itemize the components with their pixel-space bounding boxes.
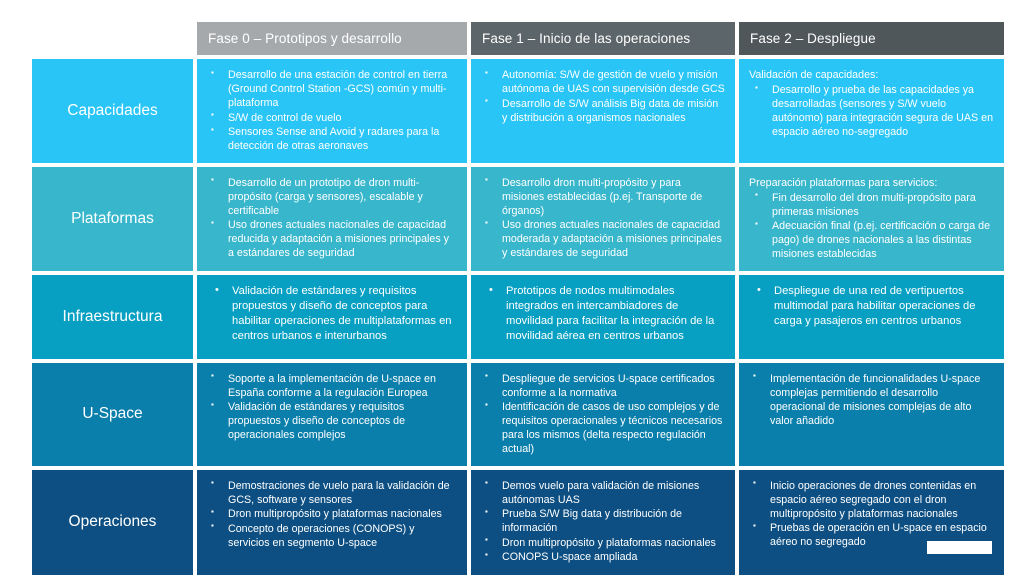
header-corner-spacer xyxy=(32,22,193,55)
bullet-item: • Validación de estándares y requisitos propuestos y diseño de conceptos para habilitar operaciones de multiplataformas en centros urbanos e interurbanos xyxy=(205,284,457,344)
bullet-item: ▪ Prueba S/W Big data y distribución de información xyxy=(479,507,725,535)
bullet-item: ▪ Despliegue de servicios U-space certificados conforme a la normativa xyxy=(479,372,725,400)
cell-plataformas-phase0 xyxy=(197,167,467,271)
row-label-text: Plataformas xyxy=(71,209,154,227)
bullet-list xyxy=(205,284,457,344)
row-label-operaciones xyxy=(32,470,193,575)
column-header-phase1 xyxy=(471,22,735,55)
bullet-item: ▪ Demos vuelo para validación de misiones autónomas UAS xyxy=(479,479,725,507)
column-header-phase0 xyxy=(197,22,467,55)
column-header-phase0-label: Fase 0 – Prototipos y desarrollo xyxy=(208,31,402,46)
column-header-phase1-label: Fase 1 – Inicio de las operaciones xyxy=(482,31,691,46)
bullet-list xyxy=(205,479,457,550)
cell-plataformas-phase1 xyxy=(471,167,735,271)
row-label-plataformas xyxy=(32,167,193,271)
column-header-phase2-label: Fase 2 – Despliegue xyxy=(750,31,876,46)
bullet-item: • Despliegue de una red de vertipuertos multimodal para habilitar operaciones de carga y pasajeros en centros urbanos xyxy=(747,284,994,329)
phase-roadmap-matrix xyxy=(32,22,992,575)
bullet-item: ▪ Dron multipropósito y plataformas nacionales xyxy=(205,507,457,521)
bullet-list xyxy=(747,284,994,329)
bullet-item: ▪ Pruebas de operación en U-space en espacio aéreo no segregado xyxy=(747,521,994,549)
row-label-text: Capacidades xyxy=(67,101,158,119)
bullet-item: ▪ Autonomía: S/W de gestión de vuelo y misión autónoma de UAS con supervisión desde GCS xyxy=(479,68,725,96)
bullet-list xyxy=(479,284,725,344)
cell-plataformas-phase2 xyxy=(739,167,1004,271)
bullet-list xyxy=(479,176,725,261)
cell-operaciones-phase2 xyxy=(739,470,1004,575)
bullet-item: ▪ Desarrollo de una estación de control en tierra (Ground Control Station -GCS) común y multi-plataforma xyxy=(205,68,457,110)
bullet-item: ▪ CONOPS U-space ampliada xyxy=(479,550,725,564)
bullet-list xyxy=(205,68,457,153)
bullet-item: ▪ Desarrollo dron multi-propósito y para misiones establecidas (p.ej. Transporte de órganos) xyxy=(479,176,725,218)
column-header-phase2 xyxy=(739,22,1004,55)
bullet-item: ▪ Implementación de funcionalidades U-space complejas permitiendo el desarrollo operacional de misiones complejas de alto valor añadido xyxy=(747,372,994,428)
row-label-u-space xyxy=(32,363,193,466)
bullet-item: ▪ Fin desarrollo del dron multi-propósito para primeras misiones xyxy=(747,191,994,219)
cell-infraestructura-phase1 xyxy=(471,275,735,359)
bottom-right-mask xyxy=(927,541,992,554)
bullet-item: ▪ Desarrollo y prueba de las capacidades ya desarrolladas (sensores y S/W vuelo autónomo) para integración segura de UAS en espacio aéreo no-segregado xyxy=(747,83,994,139)
cell-u-space-phase2 xyxy=(739,363,1004,466)
row-label-capacidades xyxy=(32,59,193,163)
bullet-item: ▪ Concepto de operaciones (CONOPS) y servicios en segmento U-space xyxy=(205,522,457,550)
bullet-item: ▪ Validación de estándares y requisitos propuestos y diseño de conceptos de operacionales complejos xyxy=(205,400,457,442)
row-label-text: Infraestructura xyxy=(62,307,163,325)
bullet-item: ▪ Uso drones actuales nacionales de capacidad moderada y adaptación a misiones principales y estándares de seguridad xyxy=(479,218,725,260)
bullet-item: ▪ Identificación de casos de uso complejos y de requisitos operacionales y técnicos necesarios para los mismos (delta respecto regulación actual) xyxy=(479,400,725,456)
bullet-list xyxy=(479,372,725,457)
bullet-item: ▪ Demostraciones de vuelo para la validación de GCS, software y sensores xyxy=(205,479,457,507)
bullet-list xyxy=(747,191,994,262)
row-label-text: U-Space xyxy=(82,405,143,423)
bullet-list xyxy=(205,176,457,261)
cell-capacidades-phase2 xyxy=(739,59,1004,163)
bullet-item: ▪ Desarrollo de un prototipo de dron multi-propósito (carga y sensores), escalable y certificable xyxy=(205,176,457,218)
bullet-list xyxy=(747,372,994,428)
cell-infraestructura-phase0 xyxy=(197,275,467,359)
cell-lead-text: Validación de capacidades: xyxy=(749,69,879,81)
cell-capacidades-phase1 xyxy=(471,59,735,163)
bullet-item: ▪ Dron multipropósito y plataformas nacionales xyxy=(479,536,725,550)
bullet-list xyxy=(747,479,994,550)
bullet-list xyxy=(747,83,994,139)
bullet-item: • Prototipos de nodos multimodales integrados en intercambiadores de movilidad para facilitar la integración de la movilidad aérea en centros urbanos xyxy=(479,284,725,344)
cell-operaciones-phase1 xyxy=(471,470,735,575)
bullet-list xyxy=(479,68,725,125)
cell-infraestructura-phase2 xyxy=(739,275,1004,359)
cell-capacidades-phase0 xyxy=(197,59,467,163)
bullet-item: ▪ S/W de control de vuelo xyxy=(205,111,457,125)
bullet-item: ▪ Adecuación final (p.ej. certificación o carga de pago) de drones nacionales a las distintas misiones establecidas xyxy=(747,219,994,261)
cell-operaciones-phase0 xyxy=(197,470,467,575)
bullet-list xyxy=(479,479,725,565)
cell-lead-text: Preparación plataformas para servicios: xyxy=(749,176,938,189)
bullet-item: ▪ Soporte a la implementación de U-space en España conforme a la regulación Europea xyxy=(205,372,457,400)
bullet-item: ▪ Desarrollo de S/W análisis Big data de misión y distribución a organismos nacionales xyxy=(479,97,725,125)
bullet-item: ▪ Inicio operaciones de drones contenidas en espacio aéreo segregado con el dron multipropósito y plataformas nacionales xyxy=(747,479,994,521)
row-label-text: Operaciones xyxy=(68,513,157,531)
row-label-infraestructura xyxy=(32,275,193,359)
cell-u-space-phase0 xyxy=(197,363,467,466)
bullet-item: ▪ Uso drones actuales nacionales de capacidad reducida y adaptación a misiones principales y a estándares de seguridad xyxy=(205,218,457,260)
bullet-item: ▪ Sensores Sense and Avoid y radares para la detección de otras aeronaves xyxy=(205,125,457,153)
cell-u-space-phase1 xyxy=(471,363,735,466)
bullet-list xyxy=(205,372,457,443)
